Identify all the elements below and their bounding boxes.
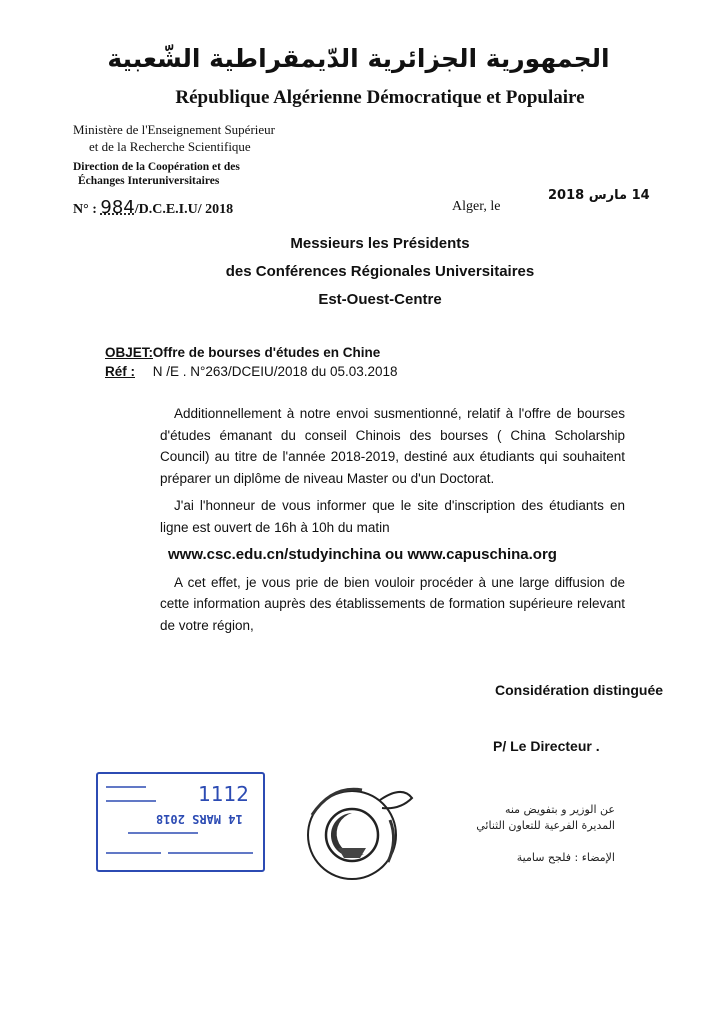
signature-block bbox=[420, 802, 615, 866]
subject-label: OBJET: bbox=[105, 345, 154, 360]
reception-stamp bbox=[96, 772, 265, 872]
reference-suffix: /D.C.E.I.U/ 2018 bbox=[134, 202, 234, 217]
addressee-block bbox=[0, 230, 717, 314]
body-paragraph-1: Additionnellement à notre envoi susmentionné, relatif à l'offre de bourses d'études émanant du conseil Chinois des bourses ( China Scholarship Council) au titre de l'année 2018-2019, destiné aux étudiants qui souhaitent préparer un diplôme de niveau Master ou d'un Doctorat. bbox=[160, 406, 625, 486]
addressee-line-3: Est-Ouest-Centre bbox=[318, 291, 442, 308]
stamp-line bbox=[106, 800, 156, 802]
ministry-line-1: Ministère de l'Enseignement Supérieur bbox=[73, 122, 275, 137]
direction-name bbox=[73, 160, 240, 188]
websites-line: www.csc.edu.cn/studyinchina ou www.capuschina.org bbox=[168, 546, 557, 563]
reference-handwritten-number: 984 bbox=[100, 197, 135, 218]
stamp-registration-number: 1112 bbox=[198, 782, 249, 806]
stamp-line bbox=[168, 852, 253, 854]
closing-formula: Considération distinguée bbox=[495, 682, 664, 698]
direction-line-2: Échanges Interuniversitaires bbox=[78, 175, 220, 187]
subject-text: Offre de bourses d'études en Chine bbox=[152, 345, 381, 360]
reference-number bbox=[73, 197, 233, 218]
reference-prefix: N° : bbox=[73, 202, 97, 217]
arabic-republic-title: الجمهورية الجزائرية الدّيمقراطية الشّعبية bbox=[107, 44, 610, 73]
addressee-line-1: Messieurs les Présidents bbox=[290, 235, 470, 252]
subject-block bbox=[105, 343, 398, 381]
signature-line-3: الإمضاء : فلجح سامية bbox=[516, 851, 615, 864]
official-seal-icon bbox=[302, 780, 417, 885]
french-republic-title: République Algérienne Démocratique et Populaire bbox=[175, 87, 585, 108]
ministry-name bbox=[73, 121, 275, 155]
place-label: Alger, le bbox=[452, 199, 501, 214]
ministry-line-2: et de la Recherche Scientifique bbox=[89, 139, 251, 154]
stamp-line bbox=[106, 786, 146, 788]
letter-body bbox=[160, 403, 625, 642]
reference-text: N /E . N°263/DCEIU/2018 du 05.03.2018 bbox=[152, 364, 398, 379]
stamp-line bbox=[128, 832, 198, 834]
reference-label: Réf : bbox=[105, 364, 135, 379]
signature-line-2: المديرة الفرعية للتعاون الثنائي bbox=[476, 819, 615, 832]
body-paragraph-2: J'ai l'honneur de vous informer que le site d'inscription des étudiants en ligne est ouvert de 16h à 10h du matin bbox=[160, 498, 625, 535]
body-paragraph-3: A cet effet, je vous prie de bien vouloir procéder à une large diffusion de cette information auprès des établissements de formation supérieure relevant de votre région, bbox=[160, 574, 625, 633]
addressee-line-2: des Conférences Régionales Universitaires bbox=[225, 263, 535, 280]
handwritten-date: 14 مارس 2018 bbox=[548, 188, 650, 203]
direction-line-1: Direction de la Coopération et des bbox=[73, 161, 240, 173]
stamp-line bbox=[106, 852, 161, 854]
stamp-date: 14 MARS 2018 bbox=[156, 812, 243, 826]
signatory-title: P/ Le Directeur . bbox=[493, 738, 600, 754]
signature-line-1: عن الوزير و بتفويض منه bbox=[504, 803, 615, 816]
